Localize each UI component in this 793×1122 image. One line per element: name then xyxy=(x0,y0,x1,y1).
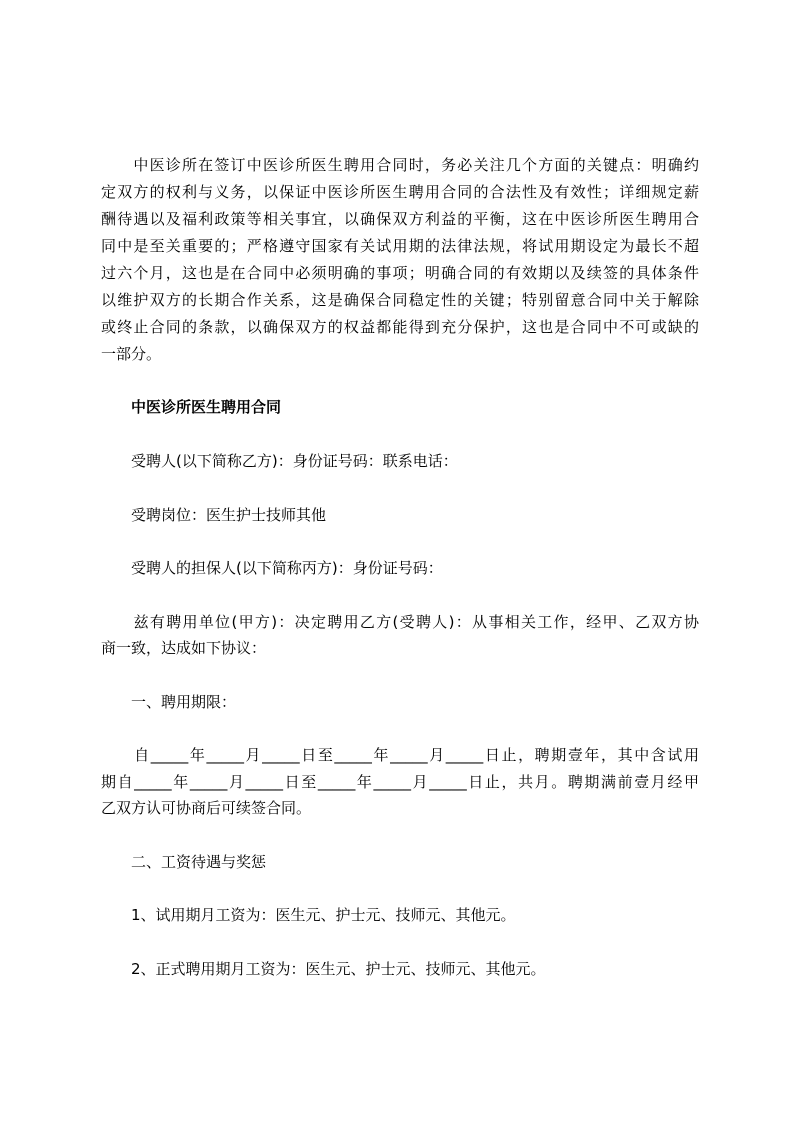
salary-item: 1、试用期月工资为：医生元、护士元、技师元、其他元。 xyxy=(101,906,516,924)
intro-line: 酬待遇以及福利政策等相关事宜，以确保双方利益的平衡，这在中医诊所医生聘用合 xyxy=(101,210,699,228)
agreement-line: 兹有聘用单位(甲方)：决定聘用乙方(受聘人)：从事相关工作，经甲、乙双方协 xyxy=(101,613,699,631)
contract-title: 中医诊所医生聘用合同 xyxy=(101,398,282,416)
guarantor-line: 受聘人的担保人(以下简称丙方)：身份证号码： xyxy=(101,559,443,577)
term-line: 期自_____年_____月_____日至_____年_____月_____日止，共月。聘期满前壹月经甲 xyxy=(101,773,699,791)
intro-line: 过六个月，这也是在合同中必须明确的事项；明确合同的有效期以及续签的具体条件 xyxy=(101,264,699,282)
salary-item: 2、正式聘用期月工资为：医生元、护士元、技师元、其他元。 xyxy=(101,960,546,978)
term-line: 自_____年_____月_____日至_____年_____月_____日止，聘期壹年，其中含试用 xyxy=(101,746,699,764)
term-line: 乙双方认可协商后可续签合同。 xyxy=(101,799,312,817)
intro-line: 同中是至关重要的；严格遵守国家有关试用期的法律法规，将试用期设定为最长不超 xyxy=(101,237,699,255)
intro-line: 一部分。 xyxy=(101,345,162,363)
intro-line: 以维护双方的长期合作关系，这是确保合同稳定性的关键；特别留意合同中关于解除 xyxy=(101,291,699,309)
agreement-line: 商一致，达成如下协议： xyxy=(101,639,267,657)
section-1-heading: 一、聘用期限： xyxy=(101,693,237,711)
employee-info-line: 受聘人(以下简称乙方)：身份证号码：联系电话： xyxy=(101,452,458,470)
intro-line: 或终止合同的条款，以确保双方的权益都能得到充分保护，这也是合同中不可或缺的 xyxy=(101,318,699,336)
intro-line: 定双方的权利与义务，以保证中医诊所医生聘用合同的合法性及有效性；详细规定薪 xyxy=(101,183,699,201)
section-2-heading: 二、工资待遇与奖惩 xyxy=(101,853,267,871)
position-line: 受聘岗位：医生护士技师其他 xyxy=(101,506,327,524)
intro-line: 中医诊所在签订中医诊所医生聘用合同时，务必关注几个方面的关键点：明确约 xyxy=(101,156,699,174)
